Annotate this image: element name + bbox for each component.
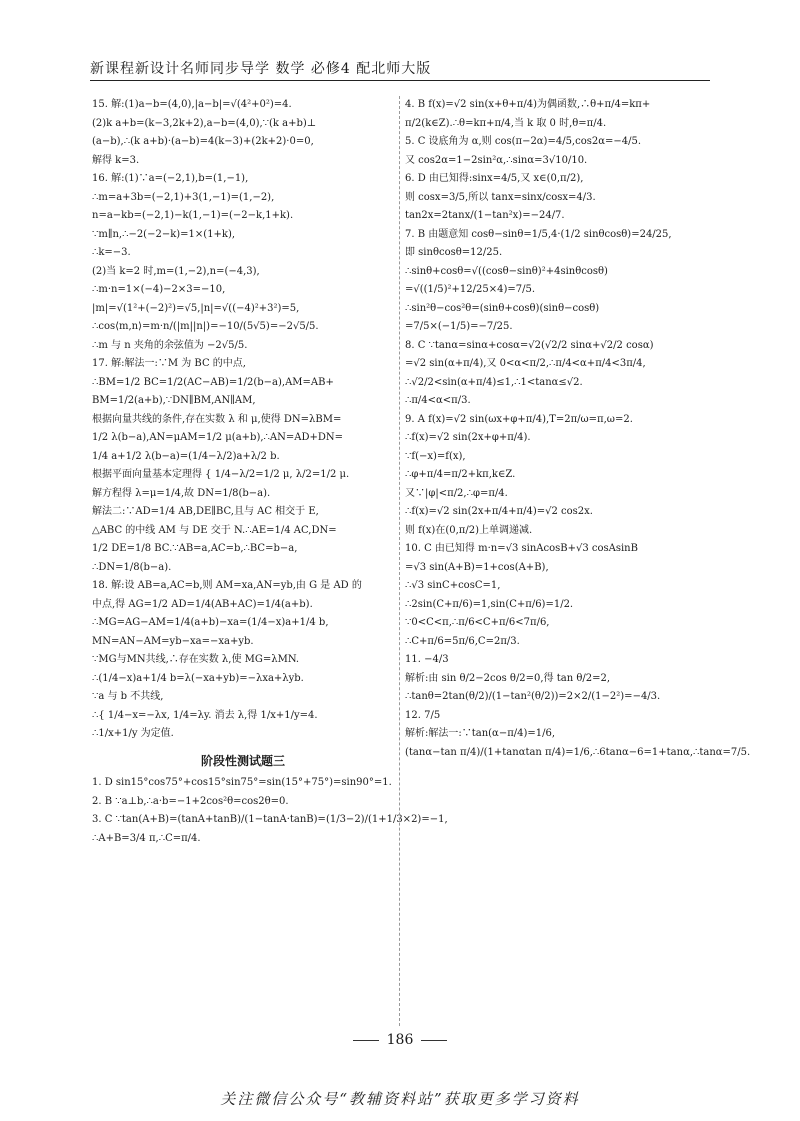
- text-line: ∴tanθ=2tan(θ/2)/(1−tan²(θ/2))=2×2/(1−2²)=−4/3.: [405, 691, 661, 702]
- text-line: 1/2 λ(b−a),AN=μAM=1/2 μ(a+b),∴AN=AD+DN=: [92, 432, 343, 443]
- text-line: 又 cos2α=1−2sin²α,∴sinα=3√10/10.: [405, 154, 588, 166]
- text-line: 则 cosx=3/5,所以 tanx=sinx/cosx=4/3.: [405, 191, 596, 203]
- text-line: ∴√2/2<sin(α+π/4)≤1,∴1<tanα≤√2.: [405, 376, 583, 388]
- text-line: ∴m·n=1×(−4)−2×3=−10,: [92, 284, 226, 295]
- text-line: ∴sinθ+cosθ=√((cosθ−sinθ)²+4sinθcosθ): [405, 265, 608, 277]
- text-line: 1/2 DE=1/8 BC.∵AB=a,AC=b,∴BC=b−a,: [92, 543, 298, 554]
- text-line: 2. B ∵a⊥b,∴a·b=−1+2cos²θ=cos2θ=0.: [92, 795, 289, 807]
- text-line: ∴f(x)=√2 sin(2x+π/4+π/4)=√2 cos2x.: [405, 506, 593, 517]
- text-line: =√2 sin(α+π/4),又 0<α<π/2,∴π/4<α+π/4<3π/4,: [405, 358, 646, 369]
- text-line: 解得 k=3.: [92, 154, 140, 166]
- text-line: 则 f(x)在(0,π/2)上单调递减.: [405, 524, 533, 536]
- text-line: π/2(k∈Z).∴θ=kπ+π/4,当 k 取 0 时,θ=π/4.: [405, 117, 607, 129]
- text-line: ∴f(x)=√2 sin(2x+φ+π/4).: [405, 432, 531, 443]
- text-line: ∵a 与 b 不共线,: [92, 691, 164, 702]
- text-line: ∴π/4<α<π/3.: [405, 395, 471, 406]
- text-line: ∴BM=1/2 BC=1/2(AC−AB)=1/2(b−a),AM=AB+: [92, 376, 334, 388]
- text-line: =√((1/5)²+12/25×4)=7/5.: [405, 284, 536, 295]
- text-line: BM=1/2(a+b),∵DN∥BM,AN∥AM,: [92, 395, 256, 406]
- text-line: 15. 解:(1)a−b=(4,0),|a−b|=√(4²+0²)=4.: [92, 99, 292, 110]
- column-divider: [399, 96, 400, 1026]
- text-line: ∴A+B=3/4 π,∴C=π/4.: [92, 832, 201, 844]
- text-line: ∴{ 1/4−x=−λx, 1/4=λy. 消去 λ,得 1/x+1/y=4.: [92, 709, 318, 721]
- text-line: ∴2sin(C+π/6)=1,sin(C+π/6)=1/2.: [405, 598, 574, 610]
- text-line: ∴(1/4−x)a+1/4 b=λ(−xa+yb)=−λxa+λyb.: [92, 672, 304, 684]
- left-test-solutions: [92, 774, 448, 848]
- text-line: 4. B f(x)=√2 sin(x+θ+π/4)为偶函数,∴θ+π/4=kπ+: [405, 99, 651, 110]
- text-line: 解析:解法一:∵tan(α−π/4)=1/6,: [405, 728, 556, 739]
- text-line: 3. C ∵tan(A+B)=(tanA+tanB)/(1−tanA·tanB)=(1/3−2)/(1+1/3×2)=−1,: [92, 814, 448, 825]
- text-line: ∴sin²θ−cos²θ=(sinθ+cosθ)(sinθ−cosθ): [405, 302, 600, 314]
- right-column: [405, 96, 751, 762]
- right-solutions: [405, 96, 751, 762]
- text-line: ∴cos⟨m,n⟩=m·n/(|m||n|)=−10/(5√5)=−2√5/5.: [92, 321, 319, 332]
- text-line: |m|=√(1²+(−2)²)=√5,|n|=√((−4)²+3²)=5,: [92, 302, 300, 314]
- left-solutions: [92, 96, 394, 744]
- text-line: tan2x=2tanx/(1−tan²x)=−24/7.: [405, 210, 565, 221]
- text-line: MN=AN−AM=yb−xa=−xa+yb.: [92, 635, 254, 647]
- text-line: 10. C 由已知得 m·n=√3 sinAcosB+√3 cosAsinB: [405, 543, 638, 554]
- text-line: 解析:由 sin θ/2−2cos θ/2=0,得 tan θ/2=2,: [405, 672, 611, 684]
- text-line: (2)k a+b=(k−3,2k+2),a−b=(4,0),∵(k a+b)⊥: [92, 117, 317, 129]
- text-line: ∴MG=AG−AM=1/4(a+b)−xa=(1/4−x)a+1/4 b,: [92, 617, 329, 628]
- text-line: =√3 sin(A+B)=1+cos(A+B),: [405, 561, 549, 573]
- text-line: ∴φ+π/4=π/2+kπ,k∈Z.: [405, 469, 516, 480]
- text-line: ∵m∥n,∴−2(−2−k)=1×(1+k),: [92, 228, 236, 240]
- text-line: 即 sinθcosθ=12/25.: [405, 247, 503, 258]
- text-line: 7. B 由题意知 cosθ−sinθ=1/5,4·(1/2 sinθcosθ)=24/25,: [405, 228, 672, 240]
- watermark-text: 关注微信公众号“教辅资料站”获取更多学习资料: [220, 1090, 580, 1108]
- page-number-footer: [0, 1032, 800, 1048]
- footer-dash-left: [353, 1040, 379, 1041]
- text-line: ∴√3 sinC+cosC=1,: [405, 580, 501, 591]
- page-number: 186: [386, 1032, 414, 1048]
- text-line: =7/5×(−1/5)=−7/25.: [405, 321, 513, 332]
- text-line: ∴m=a+3b=(−2,1)+3(1,−1)=(1,−2),: [92, 191, 275, 203]
- text-line: 1/4 a+1/2 λ(b−a)=(1/4−λ/2)a+λ/2 b.: [92, 450, 280, 462]
- text-line: 又∵|φ|<π/2,∴φ=π/4.: [405, 487, 508, 499]
- text-line: 12. 7/5: [405, 709, 441, 721]
- footer-dash-right: [421, 1040, 447, 1041]
- text-line: 解法二:∵AD=1/4 AB,DE∥BC,且与 AC 相交于 E,: [92, 506, 319, 517]
- text-line: 1. D sin15°cos75°+cos15°sin75°=sin(15°+75°)=sin90°=1.: [92, 777, 392, 788]
- section-title: 阶段性测试题三: [200, 753, 285, 768]
- text-line: 中点,得 AG=1/2 AD=1/4(AB+AC)=1/4(a+b).: [92, 598, 313, 610]
- text-line: 11. −4/3: [405, 654, 449, 665]
- text-line: 根据平面向量基本定理得 { 1/4−λ/2=1/2 μ, λ/2=1/2 μ.: [92, 469, 350, 480]
- text-line: (tanα−tan π/4)/(1+tanαtan π/4)=1/6,∴6tanα−6=1+tanα,∴tanα=7/5.: [405, 746, 751, 758]
- running-header: 新课程新设计名师同步导学 数学 必修4 配北师大版: [90, 61, 432, 77]
- text-line: 18. 解:设 AB=a,AC=b,则 AM=xa,AN=yb,由 G 是 AD 的: [92, 580, 362, 591]
- text-line: ∴DN=1/8(b−a).: [92, 561, 172, 573]
- text-line: (a−b),∴(k a+b)·(a−b)=4(k−3)+(2k+2)·0=0,: [92, 136, 314, 147]
- text-line: ∵0<C<π,∴π/6<C+π/6<7π/6,: [405, 617, 550, 628]
- text-line: 9. A f(x)=√2 sin(ωx+φ+π/4),T=2π/ω=π,ω=2.: [405, 413, 633, 425]
- text-line: 根据向量共线的条件,存在实数 λ 和 μ,使得 DN=λBM=: [92, 413, 342, 425]
- text-line: ∵f(−x)=f(x),: [405, 450, 466, 462]
- text-line: 8. C ∵tanα=sinα+cosα=√2(√2/2 sinα+√2/2 cosα): [405, 339, 654, 351]
- text-line: 16. 解:(1)∵a=(−2,1),b=(1,−1),: [92, 173, 249, 184]
- text-line: ∵MG与MN共线,∴存在实数 λ,使 MG=λMN.: [92, 654, 300, 665]
- text-line: 6. D 由已知得:sinx=4/5,又 x∈(0,π/2),: [405, 173, 584, 184]
- text-line: ∴1/x+1/y 为定值.: [92, 728, 174, 739]
- text-line: n=a−kb=(−2,1)−k(1,−1)=(−2−k,1+k).: [92, 210, 294, 221]
- text-line: ∴m 与 n 夹角的余弦值为 −2√5/5.: [92, 339, 248, 351]
- text-line: 解方程得 λ=μ=1/4,故 DN=1/8(b−a).: [92, 487, 271, 499]
- header-rule: [90, 80, 710, 81]
- text-line: ∴k=−3.: [92, 247, 131, 258]
- text-line: △ABC 的中线 AM 与 DE 交于 N.∴AE=1/4 AC,DN=: [92, 524, 337, 536]
- text-line: (2)当 k=2 时,m=(1,−2),n=(−4,3),: [92, 265, 260, 277]
- text-line: ∴C+π/6=5π/6,C=2π/3.: [405, 635, 520, 647]
- text-line: 5. C 设底角为 α,则 cos(π−2α)=4/5,cos2α=−4/5.: [405, 136, 642, 147]
- text-line: 17. 解:解法一:∵M 为 BC 的中点,: [92, 358, 246, 369]
